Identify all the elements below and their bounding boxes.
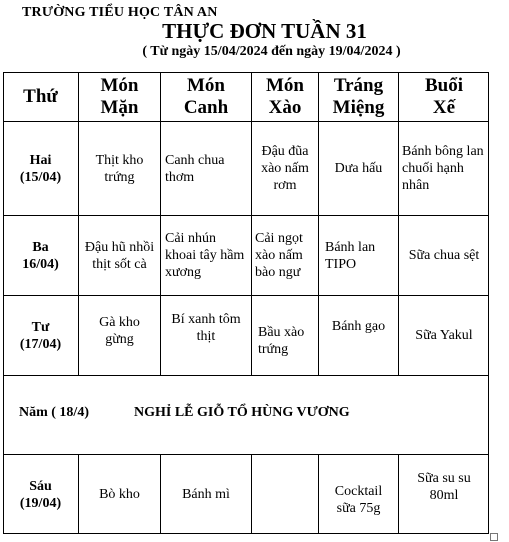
day-name: Sáu [29, 478, 52, 494]
day-cell-wednesday [3, 296, 78, 375]
wednesday-stir-fry: Bầu xào trứng [258, 324, 305, 357]
day-date: (15/04) [19, 169, 62, 185]
day-name: Hai [29, 152, 52, 168]
day-name: Tư [31, 319, 50, 335]
header-soup [161, 73, 251, 121]
header-snack-line1: Buổi [424, 75, 464, 96]
friday-main-dish: Bò kho [99, 487, 140, 502]
table-resize-handle[interactable] [490, 533, 498, 541]
header-main-dish [79, 73, 160, 121]
date-range: ( Từ ngày 15/04/2024 đến ngày 19/04/2024 ) [142, 44, 401, 59]
friday-stir-fry [252, 455, 318, 534]
day-date: (19/04) [19, 495, 62, 511]
header-dessert-line2: Miệng [332, 97, 385, 118]
header-stir-line2: Xào [268, 97, 302, 118]
header-main-line1: Món [100, 75, 139, 96]
wednesday-dessert: Bánh gạo [331, 318, 386, 334]
header-dessert-line1: Tráng [333, 75, 384, 96]
monday-dessert: Dưa hấu [334, 161, 383, 176]
friday-snack: Sữa su su 80ml [417, 471, 471, 503]
friday-soup: Bánh mì [182, 487, 230, 502]
header-soup-line1: Món [187, 75, 225, 96]
header-stir-line1: Món [266, 75, 304, 96]
tuesday-soup: Cải nhún khoai tây hầm xương [165, 231, 245, 280]
day-cell-tuesday [3, 216, 78, 295]
day-name: Ba [32, 239, 49, 255]
tuesday-snack: Sữa chua sệt [408, 248, 480, 263]
holiday-note: NGHỈ LỄ GIỖ TỔ HÙNG VƯƠNG [134, 405, 350, 420]
day-cell-monday [3, 122, 78, 215]
header-afternoon-snack [399, 73, 489, 121]
header-day [3, 73, 78, 121]
wednesday-soup: Bí xanh tôm thịt [171, 312, 241, 344]
menu-title: THỰC ĐƠN TUẦN 31 [162, 19, 367, 43]
day-cell-friday [3, 455, 78, 534]
row-divider [3, 375, 489, 376]
tuesday-dessert: Bánh lan TIPO [325, 239, 376, 272]
friday-dessert: Cocktail sữa 75g [334, 483, 383, 516]
monday-stir-fry: Đậu đũa xào nấm rơm [261, 144, 309, 193]
header-day-label: Thứ [23, 86, 58, 107]
header-soup-line2: Canh [183, 97, 229, 118]
wednesday-snack: Sữa Yakul [415, 328, 473, 343]
header-dessert [319, 73, 398, 121]
day-date: (17/04) [19, 336, 62, 352]
day-date: 16/04) [22, 256, 59, 272]
tuesday-stir-fry: Cải ngọt xào nấm bào ngư [255, 231, 303, 280]
header-main-line2: Mặn [100, 97, 139, 118]
monday-snack: Bánh bông lan chuối hạnh nhân [402, 144, 484, 193]
header-stir-fry [252, 73, 318, 121]
header-snack-line2: Xế [432, 97, 456, 118]
tuesday-main-dish: Đậu hũ nhồi thịt sốt cà [84, 239, 155, 272]
monday-main-dish: Thịt kho trứng [95, 152, 144, 185]
monday-soup: Canh chua thơm [165, 152, 225, 185]
school-name: TRƯỜNG TIỂU HỌC TÂN AN [22, 5, 218, 20]
wednesday-main-dish: Gà kho gừng [99, 315, 140, 347]
thursday-day-label: Năm ( 18/4) [19, 405, 89, 420]
